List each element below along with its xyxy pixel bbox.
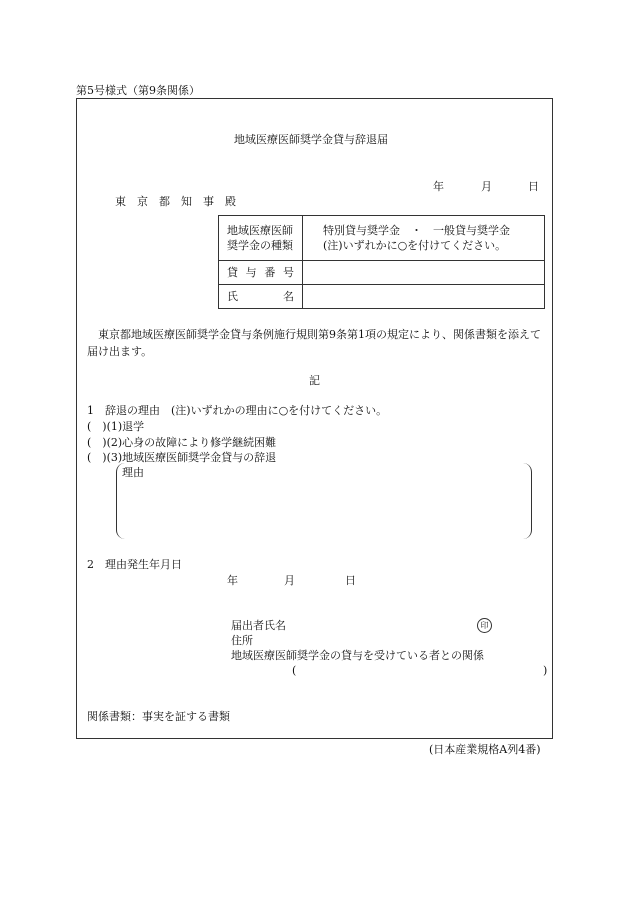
info-table [218, 215, 545, 309]
reason-option-1[interactable]: ( )(1)退学 [87, 420, 145, 433]
scholarship-type-label [219, 216, 303, 261]
type-note: (注)いずれかに○を付けてください。 [323, 239, 507, 252]
date-month: 月 [481, 180, 492, 193]
section2-heading: 2 理由発生年月日 [87, 558, 182, 571]
type-label-line-2: 奨学金の種類 [227, 239, 293, 252]
reason-option-2[interactable]: ( )(2)心身の故障により修学継続困難 [87, 436, 277, 449]
date-day: 日 [528, 180, 539, 193]
reason-option-3[interactable]: ( )(3)地域医療医師奨学金貸与の辞退 [87, 451, 277, 464]
address-label: 住所 [231, 634, 253, 647]
loan-number-char: 番 [264, 266, 276, 279]
scholarship-type-value[interactable] [303, 216, 545, 261]
ki-heading: 記 [309, 374, 320, 387]
date-year: 年 [433, 180, 444, 193]
addressee: 東 京 都 知 事 殿 [115, 195, 236, 208]
loan-number-char: 貸 [227, 266, 238, 279]
reason-label: 理由 [122, 466, 144, 479]
occurrence-year: 年 [227, 574, 238, 587]
type-label-line-1: 地域医療医師 [227, 224, 293, 237]
name-label [219, 285, 303, 309]
related-documents: 関係書類：事実を証する書類 [87, 710, 230, 723]
type-options: 特別貸与奨学金 ・ 一般貸与奨学金 [323, 224, 510, 237]
loan-number-label [219, 261, 303, 285]
form-title: 地域医療医師奨学金貸与辞退届 [234, 133, 388, 146]
loan-number-char: 与 [245, 266, 257, 279]
name-char: 氏 [227, 290, 238, 303]
loan-number-char: 号 [282, 266, 294, 279]
relationship-paren-open: ( [292, 664, 297, 677]
name-field[interactable] [303, 285, 545, 309]
footer-standard: (日本産業規格A列4番) [429, 743, 541, 756]
seal-mark: 印 [477, 618, 492, 633]
relationship-label: 地域医療医師奨学金の貸与を受けている者との関係 [231, 649, 484, 662]
occurrence-day: 日 [345, 574, 356, 587]
body-paragraph: 東京都地域医療医師奨学金貸与条例施行規則第9条第1項の規定により、関係書類を添えて届け出ます。 [87, 328, 541, 358]
reason-bracket[interactable] [116, 463, 532, 539]
occurrence-month: 月 [284, 574, 295, 587]
relationship-paren-close: ) [543, 664, 548, 677]
section1-heading: 1 辞退の理由 (注)いずれかの理由に○を付けてください。 [87, 404, 388, 417]
loan-number-field[interactable] [303, 261, 545, 285]
name-char: 名 [283, 290, 294, 303]
applicant-name-label: 届出者氏名 [231, 619, 286, 632]
form-number: 第5号様式（第9条関係） [76, 84, 200, 97]
